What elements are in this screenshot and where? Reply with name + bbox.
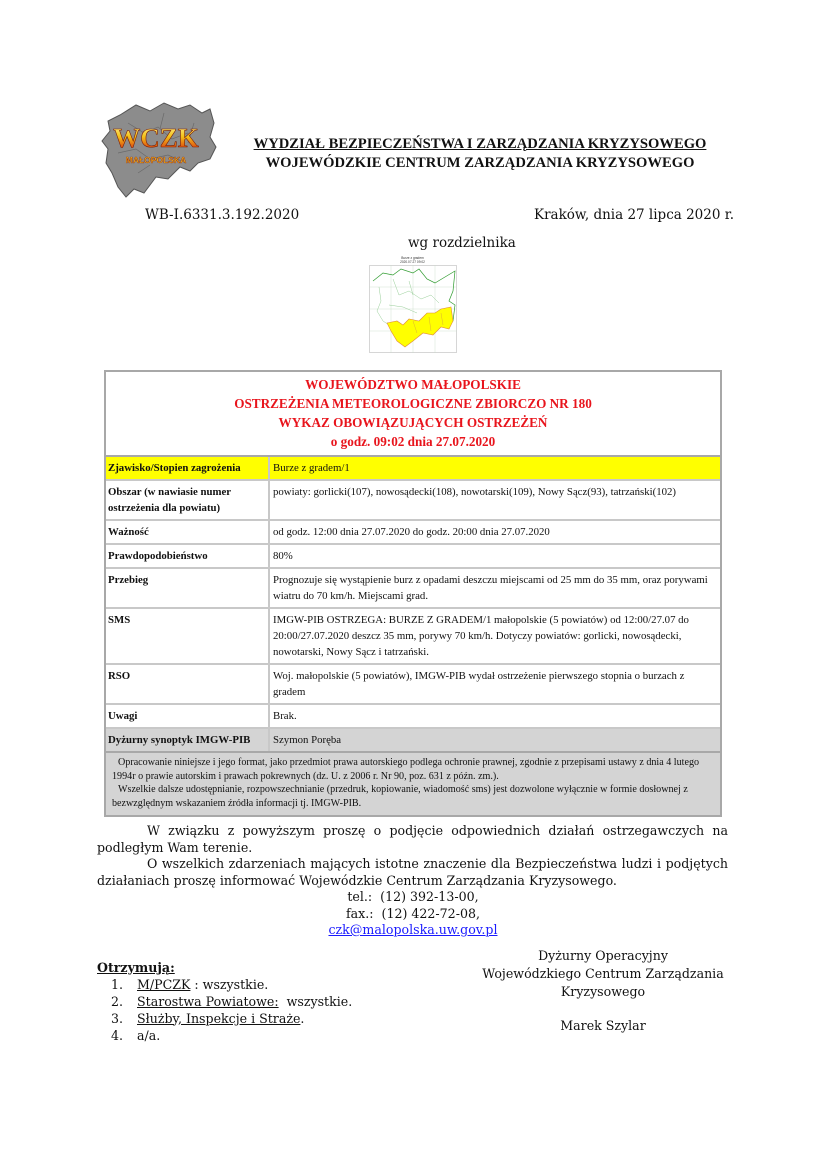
row-label: Obszar (w nawiasie numer ostrzeżenia dla powiatu) <box>106 481 270 519</box>
signature-block <box>478 947 728 1044</box>
distribution-note: wg rozdzielnika <box>408 235 516 251</box>
contact-email-link[interactable]: czk@malopolska.uw.gov.pl <box>328 922 498 937</box>
recipient-item <box>97 993 478 1010</box>
recipient-item <box>97 1027 478 1044</box>
recipients-title: Otrzymują: <box>97 959 175 975</box>
contact-phone: tel.: (12) 392-13-00, <box>347 889 479 904</box>
recipients-list <box>97 976 478 1044</box>
copyright-notice <box>106 751 720 815</box>
row-value: Szymon Poręba <box>270 729 720 751</box>
row-label: Prawdopodobieństwo <box>106 545 270 567</box>
table-row-remarks <box>106 703 720 727</box>
recipient-scope: wszystkie. <box>278 993 353 1009</box>
letter-body <box>97 823 728 889</box>
table-row-forecaster <box>106 727 720 751</box>
table-row-probability <box>106 543 720 567</box>
signature-name: Marek Szylar <box>560 1017 646 1033</box>
recipient-scope: . <box>300 1010 305 1026</box>
malopolska-region-logo-icon <box>98 93 220 201</box>
warning-region: WOJEWÓDZTWO MAŁOPOLSKIE <box>305 377 521 392</box>
table-row-phenomenon <box>106 457 720 479</box>
row-value: Woj. małopolskie (5 powiatów), IMGW-PIB wydał ostrzeżenie pierwszego stopnia o burzach z gradem <box>273 670 685 698</box>
map-title <box>365 256 460 265</box>
recipients-section <box>97 947 478 1044</box>
signature-org-cont: Kryzysowego <box>560 983 646 999</box>
row-value: 80% <box>273 550 293 562</box>
body-paragraph-2: O wszelkich zdarzeniach mających istotne znaczenie dla Bezpieczeństwa ludzi i podjętych działaniach proszę informować Wojewódzkie Centrum Zarządzania Kryzysowego. <box>97 856 728 888</box>
row-value: Prognozuje się wystąpienie burz z opadami deszczu miejscami od 25 mm do 35 mm, oraz porywami wiatru do 70 km/h. Miejscami grad. <box>273 574 708 602</box>
copyright-text-1: Opracowanie niniejsze i jego format, jako przedmiot prawa autorskiego podlega ochronie prawnej, zgodnie z przepisami ustawy z dnia 4 lutego 1994r o prawie autorskim i prawach pokrewnych (dz. U. z 2006 r. Nr 90, poz. 631 z późn. zm.). <box>112 757 700 782</box>
table-row-area <box>106 479 720 519</box>
signature-role: Dyżurny Operacyjny <box>538 947 668 963</box>
row-value: powiaty: gorlicki(107), nowosądecki(108), nowotarski(109), Nowy Sącz(93), tatrzański(102) <box>273 486 676 498</box>
row-label: Zjawisko/Stopien zagrożenia <box>106 457 270 479</box>
row-value: IMGW-PIB OSTRZEGA: BURZE Z GRADEM/1 małopolskie (5 powiatów) od 12:00/27.07 do 20:00/27.07.2020 deszcz 35 mm, porywy 70 km/h. Dotyczy powiatów: gorlicki, nowosądecki, nowotarski, Nowy Sącz i tatrzański. <box>273 614 689 658</box>
row-label: Uwagi <box>106 705 270 727</box>
logo-text: WCZK <box>113 123 199 153</box>
body-paragraph-1: W związku z powyższym proszę o podjęcie odpowiednich działań ostrzegawczych na podległym Wam terenie. <box>97 823 728 855</box>
row-value: Brak. <box>273 710 297 722</box>
recipient-name: Starostwa Powiatowe: <box>137 993 279 1009</box>
warning-list-title: WYKAZ OBOWIĄZUJĄCYCH OSTRZEŻEŃ <box>278 415 548 430</box>
place-date: Kraków, dnia 27 lipca 2020 r. <box>534 207 734 223</box>
organization-header <box>230 135 730 173</box>
signature-spacer <box>478 1001 728 1017</box>
warning-heading <box>106 372 720 457</box>
item-number: 4. <box>110 1027 123 1043</box>
item-number: 1. <box>110 976 123 992</box>
region-map-icon <box>369 265 457 353</box>
warning-number: OSTRZEŻENIA METEOROLOGICZNE ZBIORCZO NR 180 <box>234 396 592 411</box>
document-content <box>0 370 826 1044</box>
meteorological-warning-table <box>104 370 722 817</box>
recipient-scope: a/a. <box>137 1027 161 1043</box>
table-row-sms <box>106 607 720 663</box>
table-row-course <box>106 567 720 607</box>
row-label: Dyżurny synoptyk IMGW-PIB <box>106 729 270 751</box>
row-label: Przebieg <box>106 569 270 607</box>
logo-subtext: MAŁOPOLSKA <box>125 155 187 165</box>
contact-fax: fax.: (12) 422-72-08, <box>346 905 480 921</box>
map-title-phenomenon: Burze z gradem <box>401 256 424 260</box>
recipient-name: Służby, Inspekcje i Straże <box>137 1010 301 1026</box>
recipient-item <box>97 1010 478 1027</box>
row-label: Ważność <box>106 521 270 543</box>
warning-timestamp: o godz. 09:02 dnia 27.07.2020 <box>330 434 496 449</box>
item-number: 3. <box>110 1010 123 1026</box>
recipient-item <box>97 976 478 993</box>
center-name: WOJEWÓDZKIE CENTRUM ZARZĄDZANIA KRYZYSOWEGO <box>265 155 695 171</box>
item-number: 2. <box>110 993 123 1009</box>
contact-email-row <box>300 922 526 939</box>
copyright-text-2: Wszelkie dalsze udostępnianie, rozpowszechnianie (przedruk, kopiowanie, wiadomość sms) jest dozwolone wyłącznie w formie dosłownej z bezwzględnym wskazaniem źródła informacji tj. IMGW-PIB. <box>112 784 688 809</box>
recipient-name: M/PCZK <box>137 976 191 992</box>
map-title-datetime: 2020.07.27 09:02 <box>400 260 425 264</box>
signature-org: Wojewódzkiego Centrum Zarządzania <box>482 965 724 981</box>
row-value: od godz. 12:00 dnia 27.07.2020 do godz. 20:00 dnia 27.07.2020 <box>273 526 550 538</box>
contact-info <box>300 889 526 939</box>
row-value: Burze z gradem/1 <box>270 457 720 479</box>
document-reference: WB-I.6331.3.192.2020 <box>145 207 300 223</box>
row-label: RSO <box>106 665 270 703</box>
table-row-rso <box>106 663 720 703</box>
recipient-scope: : wszystkie. <box>190 976 269 992</box>
closing-section <box>97 947 728 1044</box>
department-name: WYDZIAŁ BEZPIECZEŃSTWA I ZARZĄDZANIA KRYZYSOWEGO <box>253 136 707 152</box>
warning-map <box>365 256 460 356</box>
wczk-logo <box>98 93 220 201</box>
row-label: SMS <box>106 609 270 663</box>
table-row-validity <box>106 519 720 543</box>
